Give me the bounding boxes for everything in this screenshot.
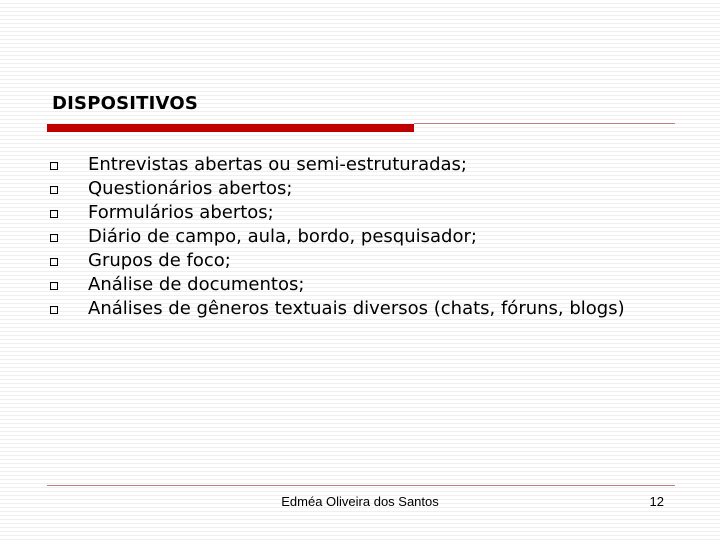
list-item-text: Questionários abertos; bbox=[88, 178, 293, 199]
list-item bbox=[50, 273, 650, 297]
list-item bbox=[50, 249, 650, 273]
square-bullet-icon bbox=[50, 234, 58, 242]
list-item-text: Entrevistas abertas ou semi-estruturadas; bbox=[88, 154, 467, 175]
list-item bbox=[50, 297, 650, 321]
list-item-text: Formulários abertos; bbox=[88, 202, 274, 223]
footer-thin-rule bbox=[47, 485, 675, 486]
square-bullet-icon bbox=[50, 282, 58, 290]
list-item-text: Análise de documentos; bbox=[88, 274, 305, 295]
footer-divider bbox=[47, 485, 675, 487]
list-item-text: Análises de gêneros textuais diversos (chats, fóruns, blogs) bbox=[88, 298, 625, 319]
square-bullet-icon bbox=[50, 162, 58, 170]
footer-author: Edméa Oliveira dos Santos bbox=[281, 494, 439, 509]
square-bullet-icon bbox=[50, 186, 58, 194]
list-item-text: Grupos de foco; bbox=[88, 250, 231, 271]
list-item-text: Diário de campo, aula, bordo, pesquisador; bbox=[88, 226, 477, 247]
square-bullet-icon bbox=[50, 258, 58, 266]
slide-title: DISPOSITIVOS bbox=[52, 93, 199, 114]
bullet-list bbox=[50, 153, 650, 321]
list-item bbox=[50, 225, 650, 249]
list-item bbox=[50, 177, 650, 201]
title-accent-bar bbox=[47, 124, 414, 132]
list-item bbox=[50, 153, 650, 177]
square-bullet-icon bbox=[50, 306, 58, 314]
square-bullet-icon bbox=[50, 210, 58, 218]
title-thin-rule bbox=[414, 123, 675, 124]
page-number: 12 bbox=[649, 494, 664, 509]
list-item bbox=[50, 201, 650, 225]
title-underline bbox=[47, 122, 675, 132]
